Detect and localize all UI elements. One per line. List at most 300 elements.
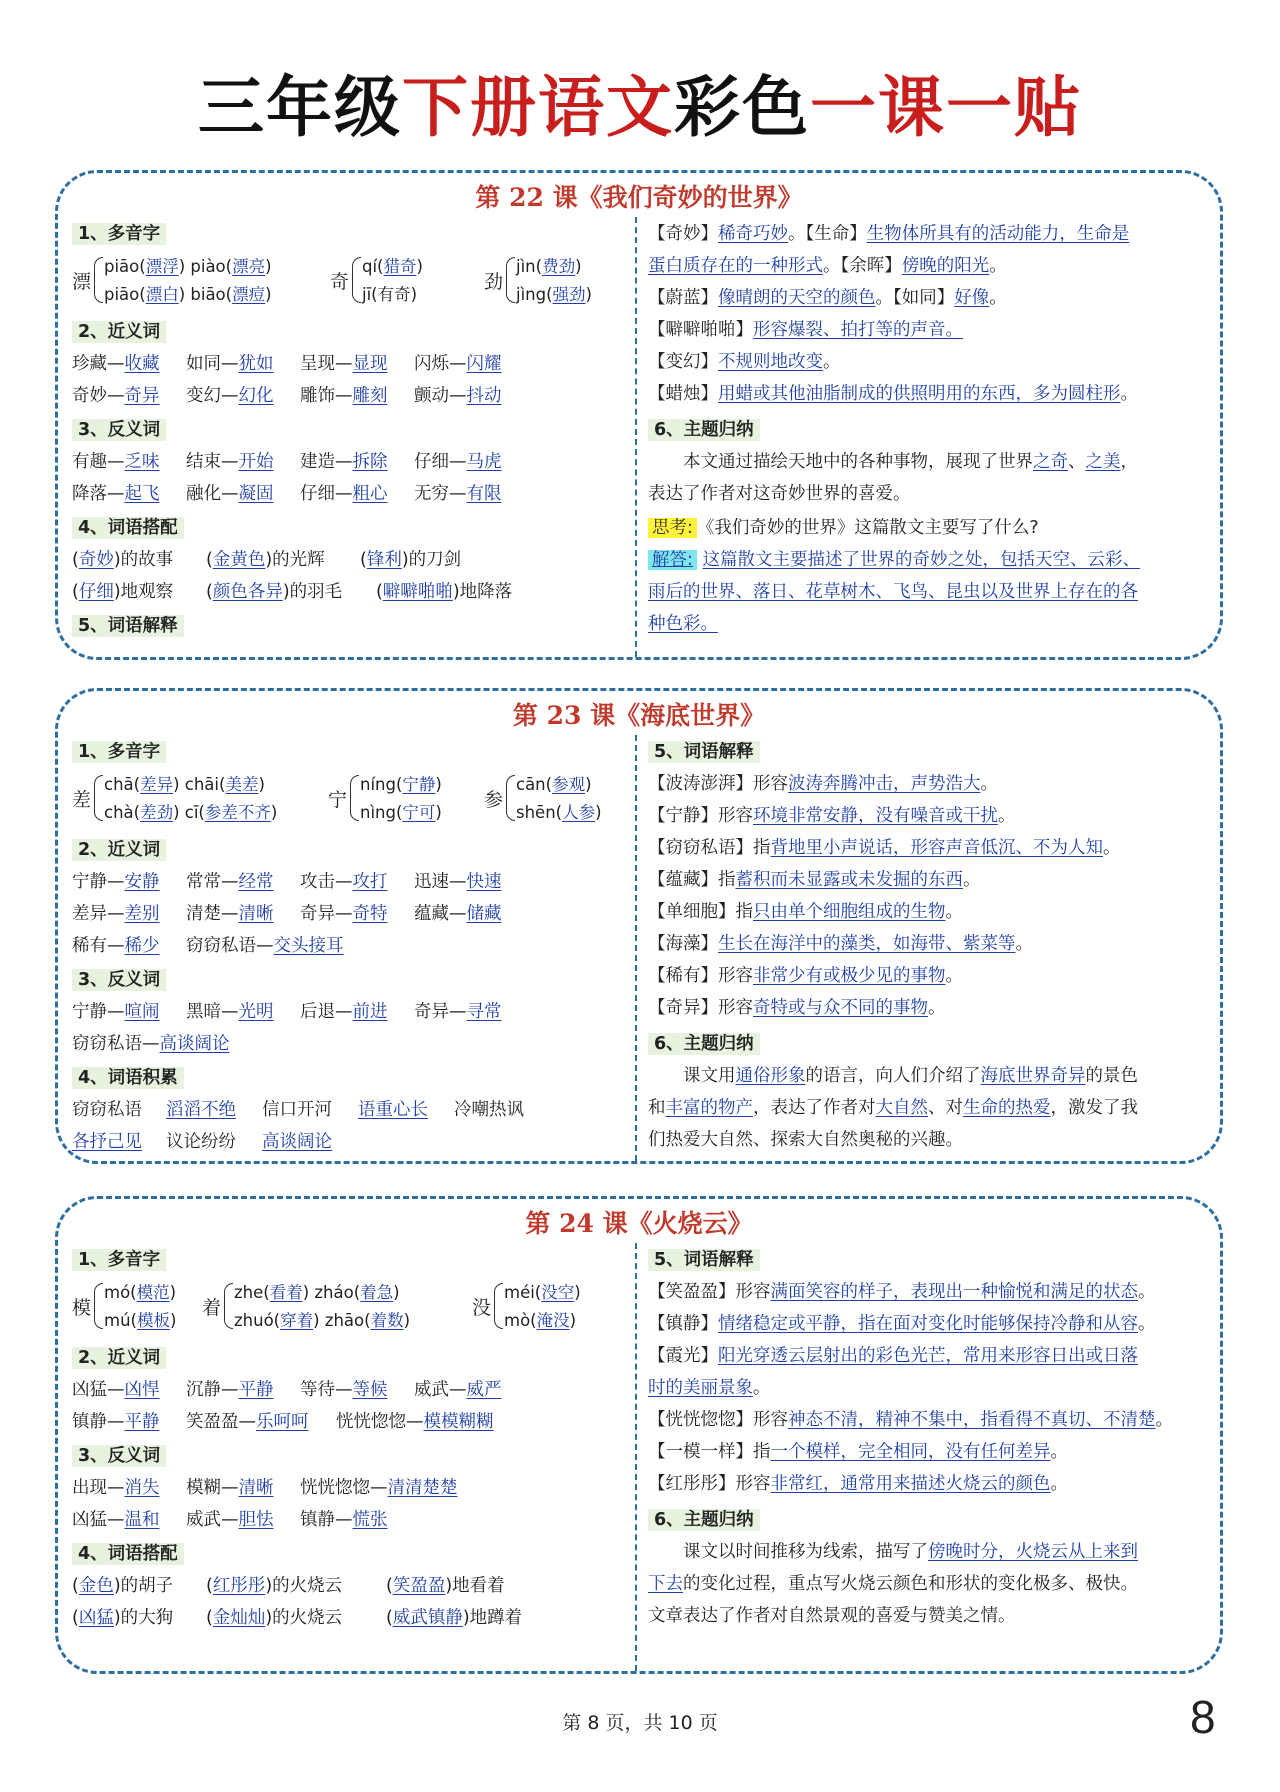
definition-row — [648, 1409, 1173, 1431]
section-heading — [72, 419, 166, 441]
collocation — [454, 1099, 550, 1121]
underlined-term: 淹没 — [536, 1311, 570, 1330]
text-segment: 的语言，向人们介绍了 — [805, 1066, 981, 1086]
underlined-term: 奇特或与众不同的事物 — [753, 998, 928, 1018]
word: 恍恍惚惚— — [336, 1412, 424, 1432]
antonym-row — [72, 1477, 490, 1499]
underlined-term: 大自然 — [875, 1098, 928, 1118]
paired-word: 起飞 — [124, 484, 160, 504]
word: 窃窃私语— — [72, 1034, 160, 1054]
word-pair — [186, 1411, 336, 1433]
word: 黑暗— — [186, 1002, 239, 1022]
text-segment: jìng( — [516, 285, 553, 304]
underlined-term: 红彤彤 — [212, 1576, 266, 1596]
text-segment: cān( — [516, 775, 553, 794]
text-segment: 【窃窃私语】指 — [648, 838, 771, 858]
word-pair — [72, 1033, 272, 1055]
text-segment: ) — [393, 1283, 400, 1302]
text-segment: 的景色 — [1085, 1066, 1138, 1086]
text-segment: 的变化过程，重点写火烧云颜色和形状的变化极多、极快。 — [683, 1574, 1138, 1594]
text-segment: 【恍恍惚惚】形容 — [648, 1410, 788, 1430]
underlined-term: 环境非常安静，没有噪音或干扰 — [753, 806, 998, 826]
paired-word: 粗心 — [352, 484, 388, 504]
word: 镇静— — [72, 1412, 125, 1432]
text-segment: ) biāo( — [178, 285, 233, 304]
collocation-row — [72, 1131, 358, 1153]
synonym-row — [72, 903, 528, 925]
reading-line — [234, 1279, 400, 1303]
word: 差异— — [72, 904, 125, 924]
underlined-term: 非常少有或极少见的事物 — [753, 966, 946, 986]
underlined-term: 生命的热爱 — [963, 1098, 1051, 1118]
answer-text: 这篇散文主要描述了世界的奇妙之处，包括天空、云彩、 — [702, 550, 1140, 570]
polyphone-char: 参 — [484, 789, 504, 811]
word: 稀有— — [72, 936, 125, 956]
paired-word: 慌张 — [352, 1510, 388, 1530]
text-segment: 【霞光】 — [648, 1346, 718, 1366]
underlined-term: 差异 — [140, 775, 174, 794]
word: 威武— — [414, 1380, 467, 1400]
text-segment: ) — [569, 1311, 577, 1330]
text-segment: ， — [1120, 452, 1138, 472]
section-heading — [72, 1445, 166, 1467]
text-segment: )的羽毛 — [282, 582, 343, 602]
underlined-term: 蓄积而未显露或未发掘的东西 — [735, 870, 963, 890]
word: 后退— — [300, 1002, 353, 1022]
text-segment: 【海藻】 — [648, 934, 718, 954]
collocation — [72, 581, 206, 603]
synonym-row — [72, 871, 528, 893]
section-label: 5、词语解释 — [72, 615, 184, 637]
underlined-term: 漂白 — [145, 285, 179, 304]
word-pair — [72, 1477, 186, 1499]
reading-line — [362, 281, 417, 305]
text-segment: mó( — [104, 1283, 137, 1302]
synonym-row — [72, 1411, 526, 1433]
collocation-row — [72, 1607, 566, 1629]
section-label: 1、多音字 — [72, 741, 166, 763]
answer-label: 解答: — [648, 550, 697, 570]
underlined-term: 之奇 — [1033, 452, 1068, 472]
text-segment: 信口开河 — [262, 1100, 332, 1120]
title-part: 彩色 — [674, 68, 810, 146]
word: 凶猛— — [72, 1510, 125, 1530]
paired-word: 开始 — [238, 452, 274, 472]
word-pair — [186, 353, 300, 375]
text-segment: 。【生命】 — [788, 224, 867, 244]
lesson-card — [55, 170, 1223, 660]
synonym-row — [72, 353, 528, 375]
synonym-row — [72, 935, 386, 957]
paired-word: 安静 — [124, 872, 160, 892]
word-pair — [300, 1379, 414, 1401]
text-segment: ) piào( — [178, 257, 233, 276]
text-segment: 。 — [753, 1378, 771, 1398]
text-segment: ( — [72, 582, 79, 602]
underlined-term: 颜色各异 — [212, 582, 283, 602]
word-pair — [72, 1001, 186, 1023]
word: 闪烁— — [414, 354, 467, 374]
text-segment: 【红彤彤】形容 — [648, 1474, 771, 1494]
section-heading — [72, 615, 184, 637]
collocation-row — [72, 1575, 566, 1597]
definition-row — [648, 223, 1129, 245]
text-segment: 。【如同】 — [875, 288, 955, 308]
underlined-term: 形容爆裂、拍打等的声音。 — [753, 320, 963, 340]
answer-row — [648, 613, 718, 635]
collocation — [166, 1099, 262, 1121]
word-pair — [72, 451, 186, 473]
underlined-term: 情绪稳定或平静，指在面对变化时能够保持冷静和从容 — [718, 1314, 1138, 1334]
underlined-term: 参差不齐 — [204, 803, 271, 822]
underlined-term: 好像 — [954, 288, 990, 308]
paired-word: 拆除 — [352, 452, 388, 472]
lesson-title: 第 23 课《海底世界》 — [512, 701, 766, 730]
brace-icon — [494, 1283, 503, 1329]
section-label: 4、词语积累 — [72, 1067, 184, 1089]
word-pair — [72, 935, 186, 957]
antonym-row — [72, 451, 528, 473]
answer-row — [648, 549, 1140, 571]
collocation — [262, 1131, 358, 1153]
underlined-term: 海底世界奇异 — [980, 1066, 1086, 1086]
underlined-term: 生物体所具有的活动能力，生命是 — [866, 224, 1130, 244]
text-segment: )的火烧云 — [265, 1576, 343, 1596]
section-label: 5、词语解释 — [648, 741, 760, 763]
definition-row — [648, 1313, 1156, 1335]
think-row — [648, 517, 1039, 539]
paired-word: 胆怯 — [238, 1510, 274, 1530]
underlined-term: 模板 — [136, 1311, 170, 1330]
text-segment: 。 — [1103, 838, 1121, 858]
paired-word: 稀少 — [124, 936, 160, 956]
collocation — [206, 581, 376, 603]
collocation — [386, 1575, 566, 1597]
underlined-term: 用蜡或其他油脂制成的供照明用的东西，多为圆柱形 — [718, 384, 1121, 404]
answer-text: 种色彩。 — [648, 614, 718, 634]
text-segment: 。 — [1120, 384, 1138, 404]
theme-row — [648, 451, 1138, 473]
text-segment: ) zhāo( — [313, 1311, 371, 1330]
word: 奇妙— — [72, 386, 125, 406]
underlined-term: 穿着 — [280, 1311, 314, 1330]
word: 恍恍惚惚— — [300, 1478, 388, 1498]
think-label: 思考: — [648, 518, 697, 538]
text-segment: ( — [206, 550, 213, 570]
paired-word: 快速 — [466, 872, 502, 892]
text-segment: 。 — [1050, 1442, 1068, 1462]
reading-line — [104, 253, 272, 277]
text-segment: jìn( — [516, 257, 543, 276]
text-segment: ) — [435, 775, 442, 794]
word: 蕴藏— — [414, 904, 467, 924]
answer-text: 雨后的世界、落日、花草树木、飞鸟、昆虫以及世界上存在的各 — [648, 582, 1138, 602]
word-pair — [414, 451, 528, 473]
text-segment: 们热爱大自然、探索大自然奥秘的兴趣。 — [648, 1130, 963, 1150]
section-label: 2、近义词 — [72, 1347, 166, 1369]
underlined-term: 各抒己见 — [72, 1132, 142, 1152]
underlined-term: 非常红，通常用来描述火烧云的颜色 — [770, 1474, 1051, 1494]
word: 颤动— — [414, 386, 467, 406]
text-segment: ) — [585, 775, 592, 794]
collocation — [72, 1099, 166, 1121]
word: 等待— — [300, 1380, 353, 1400]
text-segment: 。【余晖】 — [823, 256, 902, 276]
definition-row — [648, 997, 946, 1019]
definition-row — [648, 805, 1016, 827]
underlined-term: 奇妙 — [78, 550, 114, 570]
text-segment: 。 — [989, 256, 1007, 276]
lesson-title: 第 22 课《我们奇妙的世界》 — [475, 183, 803, 212]
section-label: 6、主题归纳 — [648, 1509, 760, 1531]
section-label: 4、词语搭配 — [72, 1543, 184, 1565]
text-segment: )的光辉 — [265, 550, 325, 570]
word-pair — [414, 871, 528, 893]
lesson-card — [55, 688, 1223, 1164]
title-part: 一课一贴 — [810, 68, 1082, 146]
text-segment: 议论纷纷 — [166, 1132, 236, 1152]
word-pair — [72, 871, 186, 893]
word: 宁静— — [72, 872, 125, 892]
underlined-term: 时的美丽景象 — [648, 1378, 753, 1398]
text-segment: )的胡子 — [113, 1576, 174, 1596]
title-part: 下册语文 — [402, 68, 674, 146]
text-segment: 。 — [1015, 934, 1033, 954]
underlined-term: 傍晚的阳光 — [901, 256, 990, 276]
reading-line — [104, 771, 265, 795]
theme-row — [648, 1129, 963, 1151]
text-segment: ( — [206, 582, 213, 602]
section-label: 3、反义词 — [72, 969, 166, 991]
text-segment: 。 — [963, 870, 981, 890]
text-segment: 课文用 — [648, 1066, 736, 1086]
text-segment: ) — [169, 1311, 177, 1330]
text-segment: 。 — [1138, 1282, 1156, 1302]
theme-row — [648, 1573, 1138, 1595]
synonym-row — [72, 1379, 528, 1401]
text-segment: ) — [270, 803, 278, 822]
text-segment: ( — [376, 582, 383, 602]
underlined-term: 满面笑容的样子，表现出一种愉悦和满足的状态 — [770, 1282, 1138, 1302]
theme-row — [648, 483, 911, 505]
text-segment: shēn( — [516, 803, 563, 822]
section-heading — [648, 419, 760, 441]
word-pair — [72, 1509, 186, 1531]
underlined-term: 不规则地改变 — [718, 352, 823, 372]
word: 出现— — [72, 1478, 125, 1498]
word-pair — [300, 353, 414, 375]
text-segment: )地蹲着 — [462, 1608, 523, 1628]
antonym-row — [72, 1509, 414, 1531]
word: 结束— — [186, 452, 239, 472]
word: 奇异— — [414, 1002, 467, 1022]
text-segment: mú( — [104, 1311, 137, 1330]
paired-word: 清晰 — [238, 1478, 274, 1498]
underlined-term: 漂痘 — [232, 285, 266, 304]
reading-line — [516, 253, 582, 277]
underlined-term: 参观 — [552, 775, 586, 794]
underlined-term: 差劲 — [140, 803, 174, 822]
underlined-term: 金灿灿 — [212, 1608, 266, 1628]
definition-row — [648, 773, 998, 795]
collocation — [386, 1607, 566, 1629]
text-segment: ) cī( — [173, 803, 205, 822]
word: 宁静— — [72, 1002, 125, 1022]
text-segment: chā( — [104, 775, 141, 794]
paired-word: 奇特 — [352, 904, 388, 924]
text-segment: jī(有奇) — [362, 285, 418, 304]
antonym-row — [72, 1033, 272, 1055]
word-pair — [414, 1379, 528, 1401]
section-label: 4、词语搭配 — [72, 517, 184, 539]
reading-line — [362, 253, 423, 277]
page-footer: 第 8 页，共 10 页 — [562, 1712, 718, 1734]
collocation — [206, 549, 360, 571]
text-segment: )的大狗 — [113, 1608, 174, 1628]
text-segment: 【蜡烛】 — [648, 384, 718, 404]
definition-row — [648, 837, 1121, 859]
section-heading — [72, 517, 184, 539]
text-segment: ) chāi( — [173, 775, 226, 794]
text-segment: níng( — [360, 775, 403, 794]
word-pair — [186, 1001, 300, 1023]
text-segment: ( — [72, 550, 79, 570]
text-segment: 冷嘲热讽 — [454, 1100, 524, 1120]
underlined-term: 背地里小声说话，形容声音低沉、不为人知 — [770, 838, 1103, 858]
antonym-row — [72, 1001, 528, 1023]
paired-word: 前进 — [352, 1002, 388, 1022]
word: 奇异— — [300, 904, 353, 924]
word-pair — [414, 483, 528, 505]
collocation-row — [72, 1099, 550, 1121]
word: 有趣— — [72, 452, 125, 472]
paired-word: 消失 — [124, 1478, 160, 1498]
brace-icon — [506, 257, 515, 303]
underlined-term: 金色 — [78, 1576, 114, 1596]
section-heading — [72, 321, 166, 343]
text-segment: ) — [435, 803, 442, 822]
paired-word: 凶悍 — [124, 1380, 160, 1400]
word-pair — [336, 1411, 526, 1433]
definition-row — [648, 901, 963, 923]
text-segment: zhuó( — [234, 1311, 281, 1330]
text-segment: ( — [206, 1576, 213, 1596]
word: 攻击— — [300, 872, 353, 892]
paired-word: 乐呵呵 — [256, 1412, 309, 1432]
definition-row — [648, 869, 981, 891]
section-heading — [72, 1249, 166, 1271]
underlined-term: 生长在海洋中的藻类，如海带、紫菜等 — [718, 934, 1016, 954]
word: 雕饰— — [300, 386, 353, 406]
brace-icon — [94, 257, 103, 303]
text-segment: )的故事 — [113, 550, 174, 570]
word-pair — [300, 483, 414, 505]
word-pair — [300, 1001, 414, 1023]
text-segment: 、 — [1068, 452, 1086, 472]
text-segment: 本文通过描绘天地中的各种事物，展现了世界 — [648, 452, 1033, 472]
paired-word: 高谈阔论 — [159, 1034, 230, 1054]
text-segment: ( — [72, 1576, 79, 1596]
underlined-term: 下去 — [648, 1574, 683, 1594]
paired-word: 模模糊糊 — [423, 1412, 494, 1432]
text-segment: 、对 — [928, 1098, 963, 1118]
theme-row — [648, 1097, 1138, 1119]
word: 呈现— — [300, 354, 353, 374]
underlined-term: 锋利 — [366, 550, 402, 570]
paired-word: 马虎 — [466, 452, 502, 472]
word: 沉静— — [186, 1380, 239, 1400]
paired-word: 寻常 — [466, 1002, 502, 1022]
word-pair — [414, 1001, 528, 1023]
underlined-term: 稀奇巧妙 — [718, 224, 788, 244]
paired-word: 奇异 — [124, 386, 160, 406]
text-segment: ) — [169, 1283, 177, 1302]
definition-row — [648, 965, 963, 987]
reading-line — [516, 799, 602, 823]
brace-icon — [94, 1283, 103, 1329]
word-pair — [300, 903, 414, 925]
polyphone-char: 差 — [72, 789, 92, 811]
word: 模糊— — [186, 1478, 239, 1498]
section-label: 5、词语解释 — [648, 1249, 760, 1271]
reading-line — [104, 799, 277, 823]
underlined-term: 漂亮 — [232, 257, 266, 276]
underlined-term: 强劲 — [552, 285, 586, 304]
paired-word: 收藏 — [124, 354, 160, 374]
text-segment: 。 — [1138, 1314, 1156, 1334]
text-segment: ) — [403, 1311, 410, 1330]
polyphone-char: 着 — [202, 1297, 222, 1319]
text-segment: ) — [265, 285, 272, 304]
collocation — [262, 1099, 358, 1121]
polyphone-char: 模 — [72, 1297, 92, 1319]
word-pair — [414, 385, 528, 407]
lesson-card — [55, 1196, 1223, 1674]
brace-icon — [94, 775, 103, 821]
section-heading — [72, 969, 166, 991]
underlined-term: 噼噼啪啪 — [382, 582, 453, 602]
text-segment: 。 — [1155, 1410, 1173, 1430]
section-heading — [72, 1543, 184, 1565]
paired-word: 攻打 — [352, 872, 388, 892]
underlined-term: 像晴朗的天空的颜色 — [718, 288, 876, 308]
underlined-term: 着急 — [360, 1283, 394, 1302]
reading-line — [360, 799, 442, 823]
definition-row — [648, 351, 841, 373]
collocation — [358, 1099, 454, 1121]
section-heading — [72, 1067, 184, 1089]
paired-word: 光明 — [238, 1002, 274, 1022]
paired-word: 清清楚楚 — [387, 1478, 458, 1498]
text-segment: piāo( — [104, 285, 146, 304]
section-label: 1、多音字 — [72, 223, 166, 245]
text-segment: ，表达了作者对 — [753, 1098, 876, 1118]
answer-row — [648, 581, 1138, 603]
word-pair — [186, 1379, 300, 1401]
text-segment: 【变幻】 — [648, 352, 718, 372]
section-label: 1、多音字 — [72, 1249, 166, 1271]
underlined-term: 之美 — [1085, 452, 1121, 472]
text-segment: )地看着 — [445, 1576, 505, 1596]
underlined-term: 滔滔不绝 — [166, 1100, 236, 1120]
paired-word: 雕刻 — [352, 386, 388, 406]
theme-row — [648, 1541, 1138, 1563]
text-segment: 文章表达了作者对自然景观的喜爱与赞美之情。 — [648, 1606, 1016, 1626]
text-segment: 课文以时间推移为线索，描写了 — [648, 1542, 928, 1562]
paired-word: 抖动 — [466, 386, 502, 406]
page-number: 8 — [1190, 1691, 1216, 1743]
reading-line — [104, 1279, 176, 1303]
